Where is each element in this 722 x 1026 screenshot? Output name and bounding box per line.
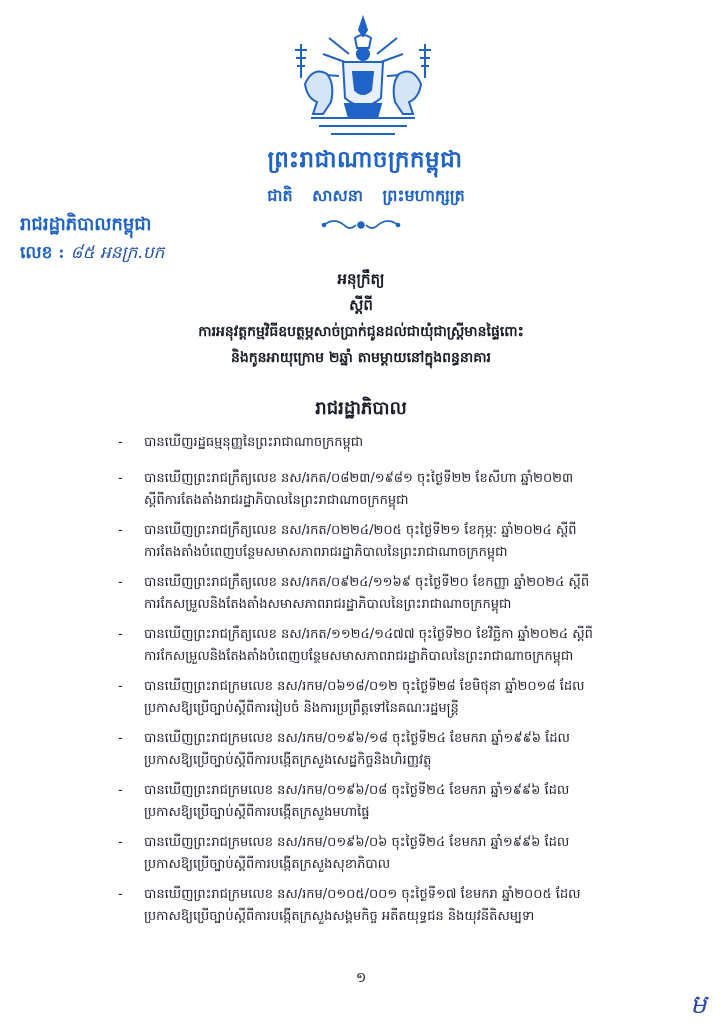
preamble-clause — [118, 728, 678, 772]
clause-line-1: បានឃើញព្រះរាជក្រមលេខ នស/រកម/០៦១៨/០១២ ចុះថ្ងៃទី២៨ ខែមិថុនា ឆ្នាំ២០១៨ ដែល — [144, 679, 585, 694]
preamble-clause — [118, 676, 678, 720]
clause-line-1: បានឃើញព្រះរាជក្រឹត្យលេខ នស/រកត/០២២៤/២០៥ ចុះថ្ងៃទី២១ ខែកុម្ភៈ ឆ្នាំ២០២៤ ស្តីពី — [144, 523, 577, 538]
clause-line-2: ស្តីពីការតែងតាំងរាជរដ្ឋាភិបាលនៃព្រះរាជាណាចក្រកម្ពុជា — [144, 493, 409, 508]
clause-line-2: ការកែសម្រួលនិងតែងតាំងបំពេញបន្ថែមសមាសភាពរាជរដ្ឋាភិបាលនៃព្រះរាជាណាចក្រកម្ពុជា — [144, 649, 574, 664]
clause-line-1: បានឃើញព្រះរាជក្រមលេខ នស/រកម/០១០៥/០០១ ចុះថ្ងៃទី១៧ ខែមករា ឆ្នាំ២០០៥ ដែល — [144, 887, 581, 902]
kingdom-name: ព្រះរាជាណាចក្រកម្ពុជា — [267, 146, 463, 173]
reference-number — [20, 242, 164, 267]
clause-line-1: បានឃើញព្រះរាជក្រឹត្យលេខ នស/រកត/០៨២៣/១៩៨១ ចុះថ្ងៃទី២២ ខែសីហា ឆ្នាំ២០២៣ — [144, 471, 574, 486]
clause-line-1: បានឃើញព្រះរាជក្រឹត្យលេខ នស/រកត/០៩២៤/១១៦៩ ចុះថ្ងៃទី២០ ខែកញ្ញា ឆ្នាំ២០២៤ ស្តីពី — [144, 575, 590, 590]
preamble-clause — [118, 780, 678, 824]
preamble-clause — [118, 624, 678, 668]
clause-dash: - — [118, 523, 123, 538]
document-type: អនុក្រឹត្យ — [337, 270, 385, 288]
clause-dash: - — [118, 575, 123, 590]
clause-line-2: ប្រកាសឱ្យប្រើច្បាប់ស្តីពីការបង្កើតក្រសួងមហាផ្ទៃ — [144, 805, 370, 820]
ornamental-divider-icon — [320, 215, 402, 235]
preamble-clause — [118, 520, 678, 564]
national-motto: ជាតិ សាសនា ព្រះមហាក្សត្រ — [267, 186, 465, 205]
clause-dash: - — [118, 887, 123, 902]
preamble-clause — [118, 832, 678, 876]
preamble-clause — [118, 572, 678, 616]
clause-line-2: ប្រកាសឱ្យប្រើច្បាប់ស្តីពីការបង្កើតក្រសួងសេដ្ឋកិច្ចនិងហិរញ្ញវត្ថុ — [144, 753, 432, 768]
clause-dash: - — [118, 783, 123, 798]
clause-line-2: ប្រកាសឱ្យប្រើច្បាប់ស្តីពីការបង្កើតក្រសួងសុខាភិបាល — [144, 857, 391, 872]
clause-dash: - — [118, 471, 123, 486]
clause-line-1: បានឃើញព្រះរាជក្រឹត្យលេខ នស/រកត/១១២៤/១៤៧៧ ចុះថ្ងៃទី២០ ខែវិច្ឆិកា ឆ្នាំ២០២៤ ស្តីពី — [144, 627, 593, 642]
clause-line-1: បានឃើញព្រះរាជក្រមលេខ នស/រកម/០១៩៦/១៨ ចុះថ្ងៃទី២៤ ខែមករា ឆ្នាំ១៩៩៦ ដែល — [144, 731, 570, 746]
preamble-clause — [118, 884, 678, 928]
clause-dash: - — [118, 731, 123, 746]
issuing-authority: រាជរដ្ឋាភិបាលកម្ពុជា — [20, 214, 152, 235]
clause-line-2: ការកែសម្រួលនិងតែងតាំងសមាសភាពរាជរដ្ឋាភិបាលនៃព្រះរាជាណាចក្រកម្ពុជា — [144, 597, 512, 612]
page-number: ១ — [355, 970, 367, 986]
clause-line-2: ប្រកាសឱ្យប្រើច្បាប់ស្តីពីការរៀបចំ និងការប្រព្រឹត្តទៅនៃគណៈរដ្ឋមន្ត្រី — [144, 701, 459, 716]
clause-dash: - — [118, 679, 123, 694]
clause-line-1: បានឃើញព្រះរាជក្រមលេខ នស/រកម/០១៩៦/០៨ ចុះថ្ងៃទី២៤ ខែមករា ឆ្នាំ១៩៩៦ ដែល — [144, 783, 570, 798]
reference-value: ៨៥ អនក្រ.បក — [70, 243, 165, 263]
preamble-clauses — [118, 432, 678, 928]
margin-initial: ម — [690, 990, 707, 1020]
clause-line-1: បានឃើញរដ្ឋធម្មនុញ្ញនៃព្រះរាជាណាចក្រកម្ពុជា — [144, 435, 364, 450]
preamble-clause — [118, 468, 678, 512]
clause-line-2: ប្រកាសឱ្យប្រើច្បាប់ស្តីពីការបង្កើតក្រសួងសង្គមកិច្ច អតីតយុទ្ធជន និងយុវនីតិសម្បទា — [144, 909, 535, 924]
subject-label: ស្តីពី — [349, 296, 373, 314]
council-heading: រាជរដ្ឋាភិបាល — [315, 398, 407, 419]
reference-label: លេខ : — [20, 243, 65, 263]
subject-line-2: និងកូនអាយុក្រោម ២ឆ្នាំ តាមម្តាយនៅក្នុងពន្ធនាគារ — [230, 350, 491, 366]
subject-line-1: ការអនុវត្តកម្មវិធីឧបត្ថម្ភសាច់ប្រាក់ជូនដល់ជាយុំជាស្ត្រីមានផ្ទៃពោះ — [198, 324, 524, 340]
clause-dash: - — [118, 627, 123, 642]
preamble-clause — [118, 432, 678, 454]
clause-dash: - — [118, 835, 123, 850]
clause-dash: - — [118, 435, 123, 450]
clause-line-2: ការតែងតាំងបំពេញបន្ថែមសមាសភាពរាជរដ្ឋាភិបាលនៃព្រះរាជាណាចក្រកម្ពុជា — [144, 545, 508, 560]
royal-coat-of-arms-icon — [283, 14, 443, 144]
clause-line-1: បានឃើញព្រះរាជក្រមលេខ នស/រកម/០១៩៦/០៦ ចុះថ្ងៃទី២៤ ខែមករា ឆ្នាំ១៩៩៦ ដែល — [144, 835, 570, 850]
